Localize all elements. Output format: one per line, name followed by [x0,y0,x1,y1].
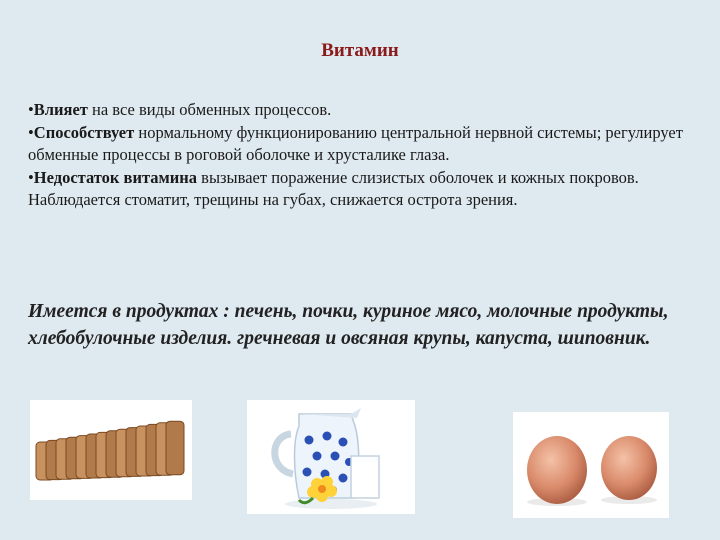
description-text [28,99,718,212]
bullet-3-bold: Недостаток витамина [33,167,198,187]
bullet-2-bold: Способствует [33,122,135,142]
milk-jug-icon [247,400,415,514]
sliced-bread-icon [30,400,192,500]
bread-image [30,400,192,500]
eggs-image [513,412,669,518]
bullet-2 [28,122,718,167]
milk-image [247,400,415,514]
bullet-2-text: нормальному функционированию центральной нервной системы; регулирует обменные процессы в роговой оболочке и хрусталике глаза. [28,122,683,164]
bullet-1 [28,99,718,122]
bread-slice [166,421,184,475]
bullet-3 [28,167,718,212]
bullet-marker: • [28,122,34,142]
bullet-marker: • [28,100,34,119]
slide-title: Витамин [321,40,399,61]
bullet-1-bold: Влияет [33,100,88,119]
eggs-icon [513,412,669,518]
bullet-3-text: вызывает поражение слизистых оболочек и кожных покровов. Наблюдается стоматит, трещины на губах, снижается острота зрения. [28,167,639,209]
bullet-1-text: на все виды обменных процессов. [87,100,332,119]
products-text: Имеется в продуктах : печень, почки, куриное мясо, молочные продукты, хлебобулочные изделия. гречневая и овсяная крупы, капуста, шиповник. [28,301,669,349]
bullet-marker: • [28,167,34,187]
